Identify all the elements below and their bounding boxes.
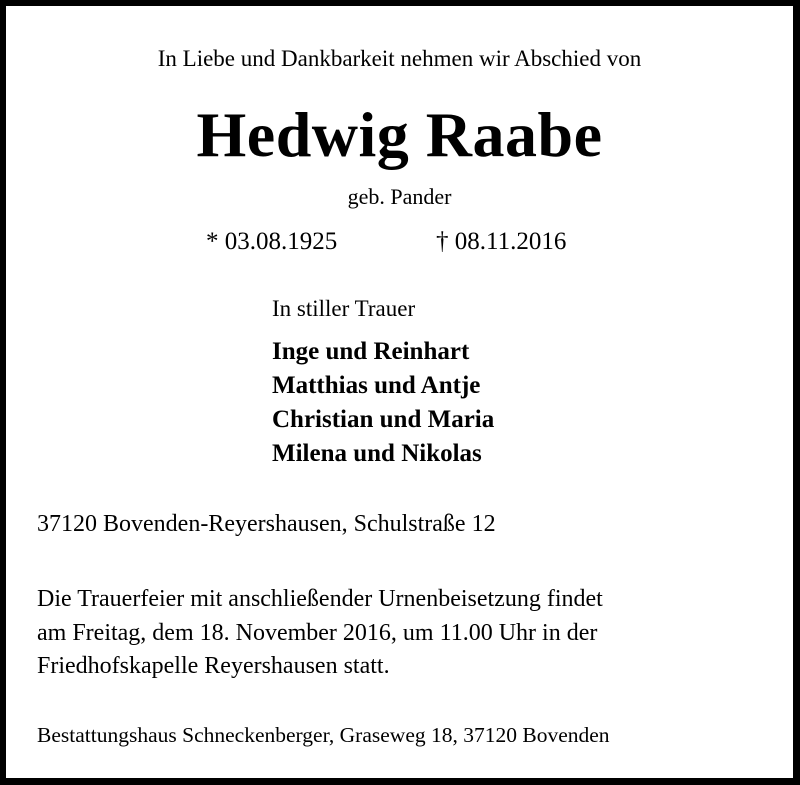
family-address: 37120 Bovenden-Reyershausen, Schulstraße 12 (37, 511, 496, 537)
ceremony-line: Die Trauerfeier mit anschließender Urnenbeisetzung findet (37, 586, 603, 612)
mourning-label: In stiller Trauer (272, 296, 416, 321)
mourner: Christian und Maria (272, 406, 495, 433)
intro-text: In Liebe und Dankbarkeit nehmen wir Abschied von (157, 46, 642, 71)
mourner: Matthias und Antje (272, 372, 481, 399)
ceremony-line: am Freitag, dem 18. November 2016, um 11.00 Uhr in der (37, 620, 598, 646)
deceased-name: Hedwig Raabe (196, 99, 603, 170)
mourner: Milena und Nikolas (272, 440, 482, 467)
death-date: † 08.11.2016 (436, 228, 567, 255)
ceremony-line: Friedhofskapelle Reyershausen statt. (37, 653, 390, 679)
mourner: Inge und Reinhart (272, 338, 470, 365)
birth-date: * 03.08.1925 (206, 228, 338, 255)
obituary-notice (6, 6, 793, 778)
maiden-name: geb. Pander (347, 184, 452, 209)
funeral-home: Bestattungshaus Schneckenberger, Graseweg 18, 37120 Bovenden (37, 723, 610, 747)
